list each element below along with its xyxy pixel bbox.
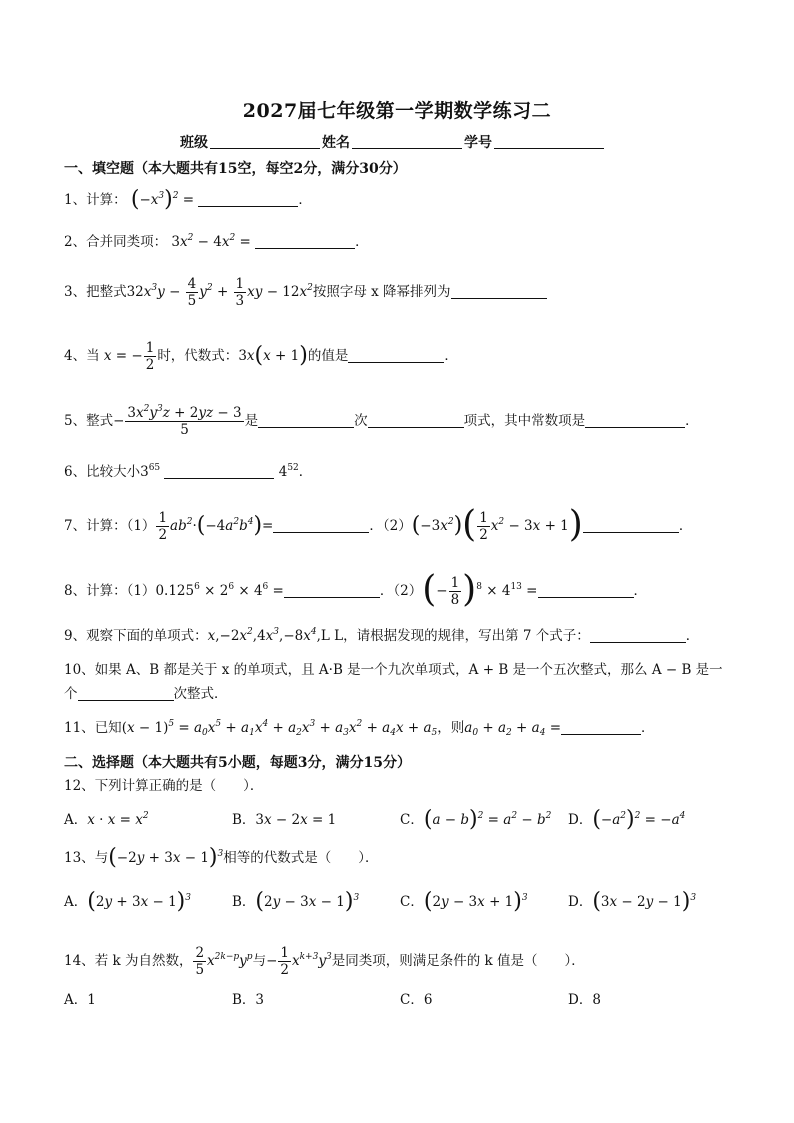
q11-expression: $(x - 1)^5 = a_0x^5 + a_1x^4 + a_2x^3 + a_3x^2 + a_4x + a_5$ [121,719,438,738]
q13-expression: $(-2y + 3x - 1)^3$ [108,845,224,870]
q8-2-answer-blank[interactable] [538,583,634,598]
student-info-line [180,132,606,152]
question-12: 12、下列计算正确的是（ ）． [64,778,264,794]
q7-expression-2: $(-3x^2)$( $\frac{1}{2}$ $x^2 - 3x + 1$) [411,504,583,545]
q14-option-d[interactable]: D．8 [568,992,601,1008]
number-label: 学号 [464,135,492,151]
q8-expression-2: (− $\frac{1}{8}$ )$^8 \times 4^{13}$ = [422,569,538,610]
q6-right: $4^{52}$ [278,463,299,480]
q14-option-b[interactable]: B．3 [232,992,265,1008]
class-blank[interactable] [210,134,320,149]
question-2: 2、合并同类项： $3x^2 - 4x^2$ = ． [64,233,369,250]
q5-constant-blank[interactable] [585,413,685,428]
class-label: 班级 [180,135,208,151]
q4-answer-blank[interactable] [348,348,444,363]
name-blank[interactable] [352,134,462,149]
q12-option-a[interactable]: A．$x \cdot x = x^2$ [64,811,149,828]
q6-answer-blank[interactable] [164,464,274,479]
q5-terms-blank[interactable] [368,413,464,428]
q5-degree-blank[interactable] [258,413,354,428]
q7-expression-1: $\frac{1}{2}$ $ab^2\cdot(-4a^2b^4)=$ [158,510,274,543]
q2-answer-blank[interactable] [255,234,355,249]
question-8: 8、计算：$(1)0.125^6 \times 2^6 \times 4^6$ = ．（2）(− $\frac{1}{8}$ )$^8 \times 4^{13}$ = ． [64,569,647,610]
q7-1-answer-blank[interactable] [273,518,369,533]
question-9: 9、观察下面的单项式：$x,-2x^2,4x^3,-8x^4,L$ L，请根据发现的规律，写出第 7 个式子： ． [64,627,700,644]
q12-option-c[interactable]: C．$(a - b)^2 = a^2 - b^2$ [400,807,552,832]
q12-option-d[interactable]: D．$(-a^2)^2 = -a^4$ [568,807,686,832]
q4-expression: 3x(x + 1) [238,343,308,368]
q13-option-d[interactable]: D．$(3x - 2y - 1)^3$ [568,889,697,914]
q1-answer-blank[interactable] [198,192,298,207]
q14-option-a[interactable]: A．1 [64,992,96,1008]
name-label: 姓名 [322,135,350,151]
q2-expression: $3x^2 - 4x^2$ = [171,233,251,250]
question-7: 7、计算：（1） $\frac{1}{2}$ $ab^2\cdot(-4a^2b^4)=$ ．$(2)(-3x^2)$( $\frac{1}{2}$ $x^2 - 3x + 1$) ． [64,504,693,545]
q10-answer-blank[interactable] [78,686,174,701]
question-1: 1、计算： $(-x^3)^2$ = ． [64,187,312,212]
question-6: 6、比较大小$3^{65}$ $4^{52}$． [64,463,313,480]
question-3: 3、把整式$32x^3y$ − $\frac{4}{5}$ $y^2$ + $\frac{1}{3}$ xy − $12x^2$按照字母 x 降幂排列为 [64,276,547,309]
number-blank[interactable] [494,134,604,149]
question-10-line-2: 个 次整式． [64,686,228,702]
q1-expression: $(-x^3)^2$ = [130,187,195,212]
q5-expression: − $\frac{3x^2y^3z + 2yz - 3}{5}$ [113,404,242,438]
q3-answer-blank[interactable] [451,284,547,299]
question-11: 11、已知$(x - 1)^5 = a_0x^5 + a_1x^4 + a_2x^3 + a_3x^2 + a_4x + a_5$，则$a_0 + a_2 + a_4$ = ． [64,719,655,738]
section-2-heading: 二、选择题（本大题共有5小题，每题3分，满分15分） [64,755,411,771]
q6-left: $3^{65}$ [140,463,161,480]
q4-condition: x = − $\frac{1}{2}$ [99,340,155,373]
q9-sequence: $x,-2x^2,4x^3,-8x^4,L$ L [207,627,344,644]
q8-expression-1: $0.125^6 \times 2^6 \times 4^6$ = [155,582,284,599]
q3-expression: $32x^3y$ − $\frac{4}{5}$ $y^2$ + $\frac{1}{3}$ xy − $12x^2$ [126,276,313,309]
section-1-heading: 一、填空题（本大题共有15空，每空2分，满分30分） [64,161,407,177]
q11-answer-blank[interactable] [561,720,641,735]
q13-option-b[interactable]: B．$(2y - 3x - 1)^3$ [232,889,360,914]
question-5: 5、整式− $\frac{3x^2y^3z + 2yz - 3}{5}$ 是 次 项式，其中常数项是 ． [64,404,699,438]
q13-option-c[interactable]: C．$(2y - 3x + 1)^3$ [400,889,528,914]
q14-term-2: − $\frac{1}{2}$ $x^{k+3}y^3$ [266,945,332,978]
q8-1-answer-blank[interactable] [284,583,380,598]
question-4: 4、当 x = − $\frac{1}{2}$ 时，代数式：3x(x + 1)的值是 ． [64,340,458,373]
q14-term-1: $\frac{2}{5}$ $x^{2k-p}y^p$ [195,945,253,978]
question-13: 13、与$(-2y + 3x - 1)^3$相等的代数式是（ ）． [64,845,379,870]
question-14: 14、若 k 为自然数， $\frac{2}{5}$ $x^{2k-p}y^p$与− $\frac{1}{2}$ $x^{k+3}y^3$是同类项，则满足条件的 k 值是（ ）． [64,945,585,978]
q13-option-a[interactable]: A．$(2y + 3x - 1)^3$ [64,889,191,914]
page-title: 2027届七年级第一学期数学练习二 [242,100,552,122]
q7-2-answer-blank[interactable] [583,518,679,533]
q14-option-c[interactable]: C．6 [400,992,433,1008]
question-10: 10、如果 A、B 都是关于 x 的单项式，且 A·B 是一个九次单项式，A + B 是一个五次整式，那么 A − B 是一 [64,662,723,678]
q9-answer-blank[interactable] [590,628,686,643]
q11-target: $a_0 + a_2 + a_4$ = [464,720,562,738]
q12-option-b[interactable]: B．3x − 2x = 1 [232,812,337,828]
